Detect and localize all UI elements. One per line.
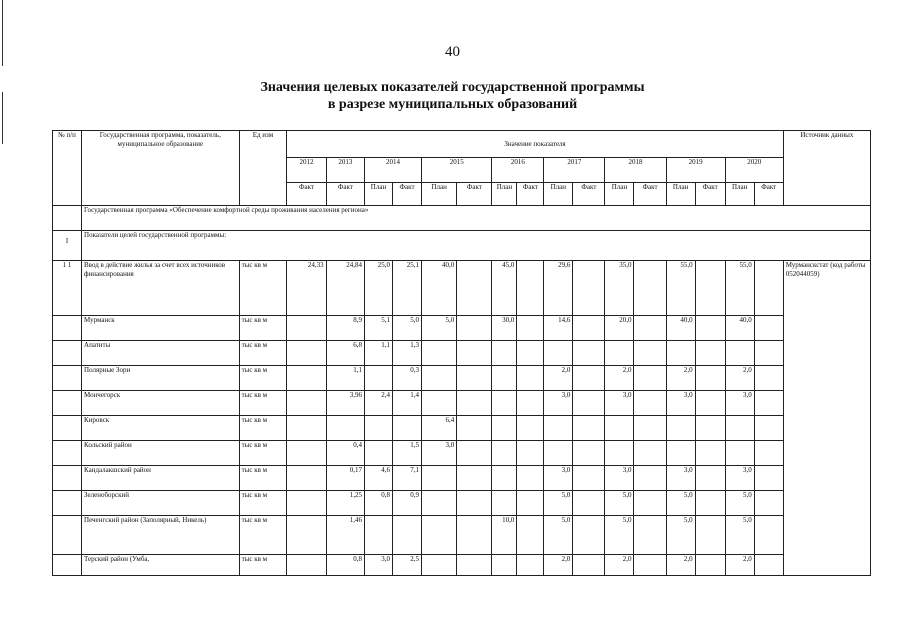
value-cell	[695, 441, 725, 466]
row-index-cell	[53, 341, 82, 366]
table-row	[53, 466, 871, 491]
value-cell	[725, 441, 754, 466]
value-cell: 5,0	[422, 316, 457, 341]
unit-cell: тыс кв м	[239, 491, 287, 516]
value-cell	[457, 391, 492, 416]
value-cell: 1,25	[326, 491, 364, 516]
indicators-table	[52, 130, 871, 576]
value-cell	[695, 391, 725, 416]
value-cell	[393, 416, 422, 441]
value-cell	[573, 261, 605, 316]
value-cell	[573, 466, 605, 491]
value-cell	[695, 416, 725, 441]
value-cell: 8,9	[326, 316, 364, 341]
municipality-name: Мурманск	[82, 316, 240, 341]
value-cell: 1,4	[393, 391, 422, 416]
value-cell: 20,0	[605, 316, 634, 341]
value-cell	[457, 341, 492, 366]
value-cell: 0,3	[393, 366, 422, 391]
value-cell: 3,96	[326, 391, 364, 416]
value-cell: 29,6	[544, 261, 573, 316]
value-cell	[754, 391, 783, 416]
sub-header: Факт	[326, 183, 364, 206]
value-cell: 2,0	[666, 555, 695, 576]
value-cell	[517, 416, 544, 441]
value-cell	[695, 516, 725, 555]
sub-header: План	[365, 183, 393, 206]
sub-header: План	[544, 183, 573, 206]
value-cell	[695, 366, 725, 391]
value-cell: 25,0	[365, 261, 393, 316]
value-cell	[634, 416, 666, 441]
value-cell	[573, 391, 605, 416]
table-row	[53, 516, 871, 555]
value-cell	[544, 416, 573, 441]
sub-header: Факт	[573, 183, 605, 206]
sub-header: План	[492, 183, 517, 206]
value-cell	[754, 316, 783, 341]
value-cell	[287, 341, 326, 366]
municipality-name: Полярные Зори	[82, 366, 240, 391]
value-cell	[544, 341, 573, 366]
section-index: I	[53, 231, 82, 261]
value-cell: 30,0	[492, 316, 517, 341]
year-2015: 2015	[422, 158, 492, 183]
row-index-cell	[53, 391, 82, 416]
indicator-name: Ввод в действие жилья за счет всех источников финансирования	[82, 261, 240, 316]
table-row	[53, 416, 871, 441]
value-cell: 40,0	[422, 261, 457, 316]
title-line-1: Значения целевых показателей государственной программы	[260, 80, 645, 95]
value-cell: 40,0	[666, 316, 695, 341]
value-cell: 2,0	[544, 555, 573, 576]
row-index-cell	[53, 516, 82, 555]
value-cell	[695, 261, 725, 316]
value-cell	[517, 555, 544, 576]
municipality-name: Терский район (Умба,	[82, 555, 240, 576]
program-title: Государственная программа «Обеспечение комфортной среды проживания населения региона»	[82, 206, 871, 231]
sub-header: Факт	[695, 183, 725, 206]
unit-cell: тыс кв м	[239, 341, 287, 366]
row-index-cell	[53, 366, 82, 391]
value-cell	[517, 366, 544, 391]
municipality-name: Мончегорск	[82, 391, 240, 416]
value-cell	[666, 416, 695, 441]
value-cell: 5,0	[605, 516, 634, 555]
unit-cell: тыс кв м	[239, 555, 287, 576]
value-cell	[544, 441, 573, 466]
row-index-cell	[53, 441, 82, 466]
value-cell	[634, 366, 666, 391]
table-row	[53, 366, 871, 391]
value-cell: 40,0	[725, 316, 754, 341]
value-cell	[754, 341, 783, 366]
year-2016: 2016	[492, 158, 544, 183]
table-row	[53, 441, 871, 466]
value-cell	[634, 555, 666, 576]
value-cell	[605, 441, 634, 466]
municipality-name: Апатиты	[82, 341, 240, 366]
value-cell	[695, 316, 725, 341]
value-cell	[287, 441, 326, 466]
sub-header: Факт	[287, 183, 326, 206]
value-cell	[634, 491, 666, 516]
value-cell	[492, 441, 517, 466]
value-cell: 2,0	[605, 366, 634, 391]
value-cell: 5,0	[544, 491, 573, 516]
year-2014: 2014	[365, 158, 422, 183]
value-cell	[634, 391, 666, 416]
value-cell	[422, 491, 457, 516]
value-cell: 3,0	[544, 466, 573, 491]
header-unit: Ед изм	[239, 131, 287, 206]
value-cell: 1,1	[326, 366, 364, 391]
value-cell	[287, 491, 326, 516]
header-value: Значение показателя	[287, 131, 783, 158]
unit-cell: тыс кв м	[239, 316, 287, 341]
unit-cell: тыс кв м	[239, 441, 287, 466]
value-cell	[457, 441, 492, 466]
table-row	[53, 491, 871, 516]
value-cell	[666, 441, 695, 466]
value-cell	[492, 416, 517, 441]
value-cell	[666, 341, 695, 366]
value-cell	[605, 416, 634, 441]
indicator-unit: тыс кв м	[239, 261, 287, 316]
header-num: № п/п	[53, 131, 82, 206]
value-cell	[517, 341, 544, 366]
municipality-name: Печенгский район (Заполярный, Никель)	[82, 516, 240, 555]
value-cell: 3,0	[666, 466, 695, 491]
value-cell: 25,1	[393, 261, 422, 316]
value-cell	[457, 261, 492, 316]
value-cell: 2,4	[365, 391, 393, 416]
value-cell	[422, 366, 457, 391]
value-cell	[492, 366, 517, 391]
row-index-cell	[53, 466, 82, 491]
value-cell	[634, 316, 666, 341]
value-cell: 55,0	[666, 261, 695, 316]
title-line-2: в разрезе муниципальных образований	[327, 97, 578, 112]
value-cell	[725, 416, 754, 441]
year-2019: 2019	[666, 158, 725, 183]
sub-header: Факт	[754, 183, 783, 206]
value-cell: 1,3	[393, 341, 422, 366]
sub-header: План	[666, 183, 695, 206]
sub-header: Факт	[393, 183, 422, 206]
value-cell	[517, 466, 544, 491]
value-cell	[573, 516, 605, 555]
value-cell	[492, 466, 517, 491]
year-2017: 2017	[544, 158, 605, 183]
value-cell	[754, 261, 783, 316]
value-cell	[492, 555, 517, 576]
value-cell	[393, 516, 422, 555]
value-cell: 3,0	[605, 391, 634, 416]
value-cell: 6,4	[422, 416, 457, 441]
value-cell	[573, 491, 605, 516]
value-cell	[695, 341, 725, 366]
value-cell	[634, 516, 666, 555]
header-source: Источник данных	[783, 131, 870, 206]
value-cell: 3,0	[422, 441, 457, 466]
value-cell: 2,5	[393, 555, 422, 576]
value-cell	[365, 416, 393, 441]
value-cell	[754, 416, 783, 441]
value-cell	[365, 441, 393, 466]
value-cell: 5,0	[605, 491, 634, 516]
value-cell: 3,0	[666, 391, 695, 416]
section-title: Показатели целей государственной программы:	[82, 231, 871, 261]
value-cell: 0,9	[393, 491, 422, 516]
value-cell: 1,46	[326, 516, 364, 555]
indicator-source: Мурманскстат (код работы 052044059)	[783, 261, 870, 576]
page-number: 40	[445, 44, 460, 60]
program-index-cell	[53, 206, 82, 231]
municipality-name: Зеленоборский	[82, 491, 240, 516]
value-cell	[695, 555, 725, 576]
value-cell	[517, 261, 544, 316]
value-cell	[634, 261, 666, 316]
sub-header: Факт	[634, 183, 666, 206]
municipality-name: Кировск	[82, 416, 240, 441]
value-cell	[287, 316, 326, 341]
value-cell	[754, 366, 783, 391]
value-cell: 35,0	[605, 261, 634, 316]
municipality-name: Кандалакшский район	[82, 466, 240, 491]
value-cell	[457, 366, 492, 391]
municipality-name: Кольский район	[82, 441, 240, 466]
value-cell: 5,0	[393, 316, 422, 341]
row-index-cell	[53, 416, 82, 441]
year-2013: 2013	[326, 158, 364, 183]
value-cell	[457, 416, 492, 441]
sub-header: План	[725, 183, 754, 206]
value-cell	[754, 555, 783, 576]
page-title	[0, 79, 905, 113]
value-cell: 5,1	[365, 316, 393, 341]
value-cell	[422, 466, 457, 491]
value-cell	[573, 441, 605, 466]
value-cell	[517, 516, 544, 555]
value-cell	[422, 516, 457, 555]
value-cell	[457, 516, 492, 555]
value-cell: 2,0	[725, 555, 754, 576]
value-cell	[695, 466, 725, 491]
value-cell: 5,0	[725, 516, 754, 555]
value-cell	[326, 416, 364, 441]
value-cell	[457, 316, 492, 341]
value-cell	[695, 491, 725, 516]
value-cell: 3,0	[725, 391, 754, 416]
value-cell: 0,4	[326, 441, 364, 466]
value-cell: 0,8	[365, 491, 393, 516]
unit-cell: тыс кв м	[239, 366, 287, 391]
value-cell	[492, 391, 517, 416]
year-2012: 2012	[287, 158, 326, 183]
year-2018: 2018	[605, 158, 666, 183]
value-cell: 5,0	[666, 516, 695, 555]
value-cell: 3,0	[365, 555, 393, 576]
value-cell: 55,0	[725, 261, 754, 316]
value-cell: 0,17	[326, 466, 364, 491]
row-index-cell	[53, 491, 82, 516]
value-cell: 10,0	[492, 516, 517, 555]
value-cell	[573, 416, 605, 441]
value-cell	[287, 391, 326, 416]
value-cell: 2,0	[605, 555, 634, 576]
value-cell: 14,6	[544, 316, 573, 341]
indicator-index: 1 1	[53, 261, 82, 316]
value-cell	[287, 466, 326, 491]
value-cell	[422, 391, 457, 416]
value-cell: 5,0	[544, 516, 573, 555]
unit-cell: тыс кв м	[239, 391, 287, 416]
value-cell: 5,0	[725, 491, 754, 516]
value-cell	[725, 341, 754, 366]
year-2020: 2020	[725, 158, 783, 183]
value-cell	[754, 441, 783, 466]
value-cell	[754, 491, 783, 516]
table-row	[53, 555, 871, 576]
value-cell	[517, 441, 544, 466]
unit-cell: тыс кв м	[239, 416, 287, 441]
value-cell	[492, 491, 517, 516]
sub-header: План	[605, 183, 634, 206]
value-cell	[634, 441, 666, 466]
value-cell: 3,0	[544, 391, 573, 416]
value-cell	[287, 416, 326, 441]
value-cell	[634, 466, 666, 491]
value-cell	[457, 555, 492, 576]
value-cell: 4,6	[365, 466, 393, 491]
value-cell	[365, 516, 393, 555]
value-cell	[517, 391, 544, 416]
value-cell: 24,33	[287, 261, 326, 316]
value-cell	[605, 341, 634, 366]
value-cell	[754, 466, 783, 491]
value-cell	[457, 491, 492, 516]
value-cell	[422, 555, 457, 576]
value-cell	[287, 366, 326, 391]
value-cell	[457, 466, 492, 491]
value-cell	[287, 555, 326, 576]
value-cell: 3,0	[725, 466, 754, 491]
row-index-cell	[53, 316, 82, 341]
value-cell: 2,0	[725, 366, 754, 391]
value-cell	[573, 366, 605, 391]
header-program: Государственная программа, показатель, муниципальное образование	[82, 131, 240, 206]
value-cell: 6,8	[326, 341, 364, 366]
value-cell: 45,0	[492, 261, 517, 316]
value-cell: 3,0	[605, 466, 634, 491]
value-cell: 1,1	[365, 341, 393, 366]
value-cell	[422, 341, 457, 366]
table-row	[53, 316, 871, 341]
sub-header: Факт	[517, 183, 544, 206]
table-row	[53, 391, 871, 416]
sub-header: Факт	[457, 183, 492, 206]
value-cell: 0,8	[326, 555, 364, 576]
value-cell	[365, 366, 393, 391]
value-cell: 5,0	[666, 491, 695, 516]
value-cell: 2,0	[544, 366, 573, 391]
value-cell	[573, 555, 605, 576]
value-cell	[287, 516, 326, 555]
sub-header: План	[422, 183, 457, 206]
value-cell	[492, 341, 517, 366]
value-cell	[634, 341, 666, 366]
unit-cell: тыс кв м	[239, 516, 287, 555]
value-cell	[517, 491, 544, 516]
value-cell	[754, 516, 783, 555]
value-cell: 2,0	[666, 366, 695, 391]
value-cell	[573, 341, 605, 366]
row-index-cell	[53, 555, 82, 576]
value-cell: 7,1	[393, 466, 422, 491]
unit-cell: тыс кв м	[239, 466, 287, 491]
value-cell: 24,84	[326, 261, 364, 316]
value-cell	[573, 316, 605, 341]
value-cell	[517, 316, 544, 341]
table-row	[53, 341, 871, 366]
value-cell: 1,5	[393, 441, 422, 466]
